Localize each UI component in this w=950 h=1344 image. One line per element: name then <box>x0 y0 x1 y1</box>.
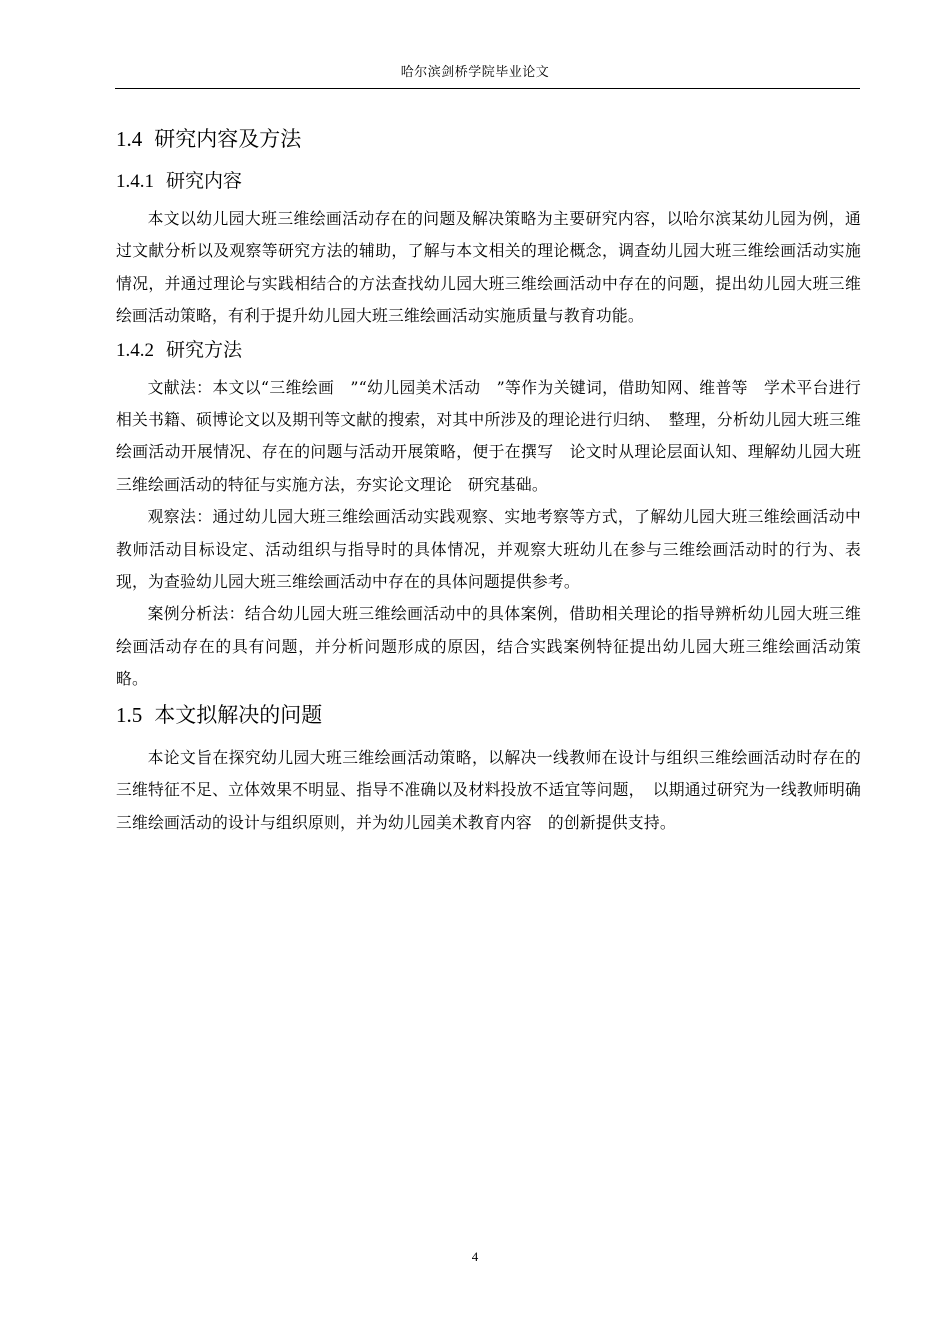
section-title: 研究内容及方法 <box>154 127 302 151</box>
paragraph-problems-to-solve: 本论文旨在探究幼儿园大班三维绘画活动策略，以解决一线教师在设计与组织三维绘画活动时存在的三维特征不足、立体效果不明显、指导不准确以及材料投放不适宜等问题， 以期通过研究为一线教师明确三维绘画活动的设计与组织原则，并为幼儿园美术教育内容 的创新提供支持。 <box>116 747 861 832</box>
section-heading-1-5 <box>116 698 861 732</box>
paragraph-literature-method: 文献法：本文以“三维绘画 ”“幼儿园美术活动 ”等作为关键词，借助知网、维普等 学术平台进行相关书籍、硕博论文以及期刊等文献的搜索，对其中所涉及的理论进行归纳、 整理，分析幼儿园大班三维绘画活动开展情况、存在的问题与活动开展策略，便于在撰写 论文时从理论层面认知、理解幼儿园大班三维绘画活动的特征与实施方法，夯实论文理论 研究基础。 <box>116 377 861 494</box>
running-header: 哈尔滨剑桥学院毕业论文 <box>400 65 550 80</box>
section-number: 1.5 <box>116 702 143 727</box>
subsection-title: 研究方法 <box>166 338 243 361</box>
subsection-number: 1.4.1 <box>116 171 154 192</box>
paragraph-case-analysis-method: 案例分析法：结合幼儿园大班三维绘画活动中的具体案例，借助相关理论的指导辨析幼儿园大班三维绘画活动存在的具有问题，并分析问题形成的原因，结合实践案例特征提出幼儿园大班三维绘画活动策略。 <box>116 604 861 689</box>
subsection-heading-1-4-1 <box>116 166 861 197</box>
paragraph-research-content: 本文以幼儿园大班三维绘画活动存在的问题及解决策略为主要研究内容，以哈尔滨某幼儿园为例，通过文献分析以及观察等研究方法的辅助，了解与本文相关的理论概念，调查幼儿园大班三维绘画活动实施情况，并通过理论与实践相结合的方法查找幼儿园大班三维绘画活动中存在的问题，提出幼儿园大班三维绘画活动策略，有利于提升幼儿园大班三维绘画活动实施质量与教育功能。 <box>116 209 861 326</box>
section-title: 本文拟解决的问题 <box>154 702 323 727</box>
section-number: 1.4 <box>116 127 143 151</box>
section-heading-1-4 <box>116 122 861 156</box>
subsection-title: 研究内容 <box>166 170 243 192</box>
header-rule <box>115 88 860 89</box>
page-number: 4 <box>471 1249 479 1264</box>
subsection-heading-1-4-2 <box>116 335 861 366</box>
paragraph-observation-method: 观察法：通过幼儿园大班三维绘画活动实践观察、实地考察等方式，了解幼儿园大班三维绘画活动中教师活动目标设定、活动组织与指导时的具体情况，并观察大班幼儿在参与三维绘画活动时的行为、表现，为查验幼儿园大班三维绘画活动中存在的具体问题提供参考。 <box>116 507 861 592</box>
page-body <box>116 122 861 839</box>
subsection-number: 1.4.2 <box>116 339 154 361</box>
